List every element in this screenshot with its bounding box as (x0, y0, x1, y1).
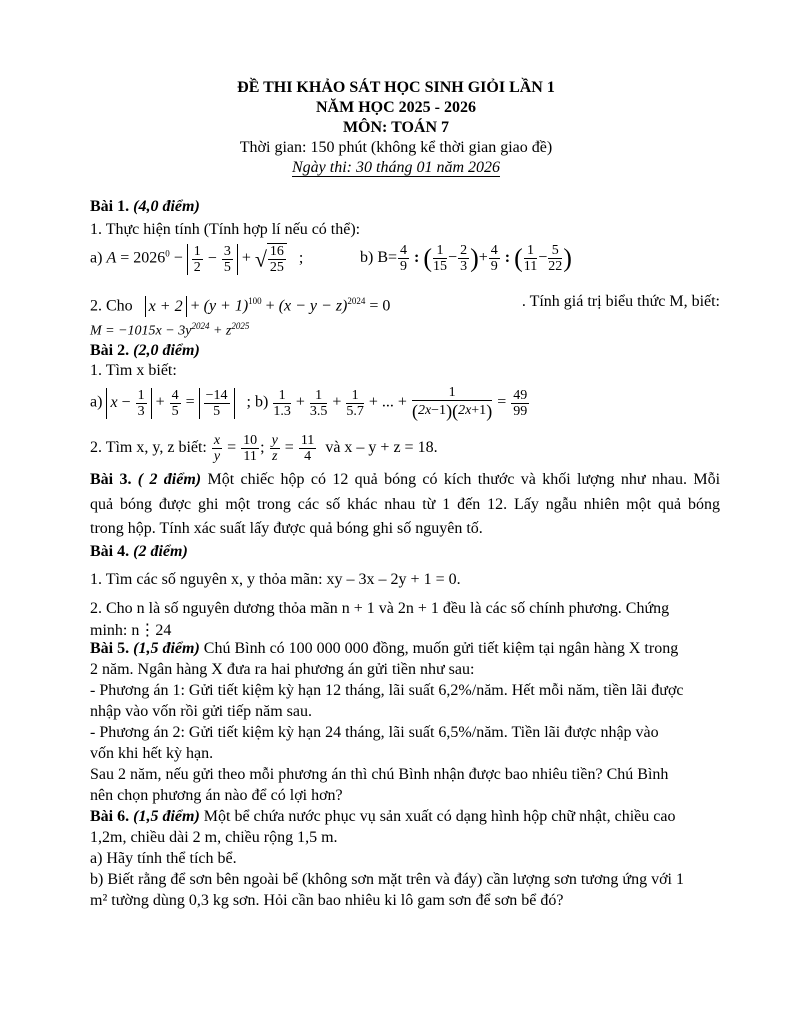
m-exp2: 2025 (231, 321, 250, 331)
bai5-text-1: Chú Bình có 100 000 000 đồng, muốn gửi tiết kiệm tại ngân hàng X trong (203, 640, 679, 657)
bai3-title: Bài 3. (90, 471, 132, 488)
exam-date: Ngày thi: 30 tháng 01 năm 2026 (292, 159, 500, 176)
bai1-q2-m (90, 316, 249, 342)
bai6-line4: b) Biết rằng để sơn bên ngoài bể (không sơn mặt trên và đáy) cần lượng sơn tương ứng với 1 (90, 871, 684, 888)
bai5-line8: nên chọn phương án nào để có lợi hơn? (90, 787, 343, 804)
bai1-heading (90, 196, 720, 217)
bai1-title: Bài 1. (90, 198, 130, 215)
bai6-line1 (90, 806, 720, 827)
bai3-text-1: Một chiếc hộp có 12 quả bóng có kích thước và khối lượng như nhau. Mỗi (207, 471, 721, 488)
bai1-q2-cho: 2. Cho (90, 297, 133, 315)
bai5-line3: - Phương án 1: Gửi tiết kiệm kỳ hạn 12 tháng, lãi suất 6,2%/năm. Hết mỗi năm, tiền lãi được (90, 682, 684, 699)
bai4-q1: 1. Tìm các số nguyên x, y thỏa mãn: xy – 3x – 2y + 1 = 0. (90, 571, 461, 588)
m-expression-a: M = −1015x − 3y (90, 323, 192, 339)
bai6-line2: 1,2m, chiều dài 2 m, chiều rộng 1,5 m. (90, 829, 338, 846)
duration: Thời gian: 150 phút (không kể thời gian giao đề) (239, 139, 553, 156)
school-year: NĂM HỌC 2025 - 2026 (316, 99, 476, 116)
bai5-points: (1,5 điểm) (133, 640, 200, 657)
bai6-title: Bài 6. (90, 808, 130, 825)
bai2-q2-prefix: 2. Tìm x, y, z biết: (90, 439, 207, 457)
bai5-line7: Sau 2 năm, nếu gửi theo mỗi phương án thì chú Bình nhận được bao nhiêu tiền? Chú Bình (90, 766, 669, 783)
bai5-line6: vốn khi hết kỳ hạn. (90, 745, 214, 762)
bai2-title: Bài 2. (90, 342, 130, 359)
bai1-q1: 1. Thực hiện tính (Tính hợp lí nếu có thể): (90, 221, 361, 238)
bai5-line2: 2 năm. Ngân hàng X đưa ra hai phương án gửi tiền như sau: (90, 661, 475, 678)
bai2-q1a: a) x − $\frac{1}{3}$ + $\frac{4}{5}$ = $\frac{-14}{5}$ ; b) $\frac{1}{1.3}$ + $\frac{1}{3.5}$ + $\frac{1}{5.7}$ + ... + $\frac{1}{(2x-1)(2x+1)}$ = $\frac{49}{99}$ (90, 385, 528, 421)
bai4-heading (90, 541, 720, 562)
bai4-points: (2 điểm) (133, 543, 188, 560)
m-exp1: 2024 (191, 321, 210, 331)
bai5-line4: nhập vào vốn rồi gửi tiếp năm sau. (90, 703, 312, 720)
bai6-line3: a) Hãy tính thể tích bể. (90, 850, 237, 867)
bai3-line3: trong hộp. Tính xác suất lấy được quả bóng ghi số nguyên tố. (90, 520, 483, 537)
bai2-q1: 1. Tìm x biết: (90, 362, 177, 379)
bai5-title: Bài 5. (90, 640, 130, 657)
bai5-line5: - Phương án 2: Gửi tiết kiệm kỳ hạn 24 tháng, lãi suất 6,5%/năm. Tiền lãi được nhập vào (90, 724, 659, 741)
bai1-q2: 2. Cho $x + 2 + (y + 1)^{100} + (x - y - z)^{2024} = 0$ . Tính giá trị biểu thức M, biết: (90, 293, 720, 316)
bai3-points: ( 2 điểm) (137, 471, 202, 488)
bai4-title: Bài 4. (90, 543, 130, 560)
bai3-line1 (90, 469, 720, 490)
bai3-line2: quả bóng được ghi một trong các số khác nhau từ 1 đến 12. Lấy ngẫu nhiên một quả bóng (90, 496, 720, 513)
exam-title: ĐỀ THI KHẢO SÁT HỌC SINH GIỎI LẦN 1 (237, 79, 555, 96)
bai1-q1b: b) B= $\frac{4}{9}$ : ( $\frac{1}{15}$ − $\frac{2}{3}$ )+ $\frac{4}{9}$ : ( $\frac{1}{11}$ − $\frac{5}{22}$ ) (360, 243, 572, 274)
bai2-sep: ; b) (246, 393, 269, 411)
bai5-line1 (90, 638, 720, 659)
m-expression-b: + z (209, 323, 232, 339)
bai6-line5: m² tường dùng 0,3 kg sơn. Hỏi cần bao nhiêu ki lô gam sơn để sơn bể đó? (90, 892, 564, 909)
bai4-q2-l2: minh: n⋮24 (90, 622, 172, 639)
bai6-points: (1,5 điểm) (133, 808, 200, 825)
bai2-q2-suffix: và x – y + z = 18. (325, 439, 438, 457)
bai6-text-1: Một bể chứa nước phục vụ sản xuất có dạng hình hộp chữ nhật, chiều cao (203, 808, 676, 825)
subject: MÔN: TOÁN 7 (342, 119, 450, 136)
bai2-points: (2,0 điểm) (133, 342, 200, 359)
bai1-q1a: a) $A = 2026^0$ − $\frac{1}{2}$ − $\frac{3}{5}$ + √ $\frac{16}{25}$ ; (90, 243, 304, 275)
bai4-q2-l1: 2. Cho n là số nguyên dương thỏa mãn n + 1 và 2n + 1 đều là các số chính phương. Chứng (90, 600, 670, 617)
exam-date-wrap (0, 158, 792, 178)
bai1-points: (4,0 điểm) (133, 198, 200, 215)
bai1-q2-tail: . Tính giá trị biểu thức M, biết: (521, 293, 720, 310)
bai2-q2: 2. Tìm x, y, z biết: $\frac{x}{y}$ = $\frac{10}{11}$ ; $\frac{y}{z}$ = $\frac{11}{4}$ và x – y + z = 18. (90, 433, 438, 464)
bai2-heading (90, 340, 720, 361)
